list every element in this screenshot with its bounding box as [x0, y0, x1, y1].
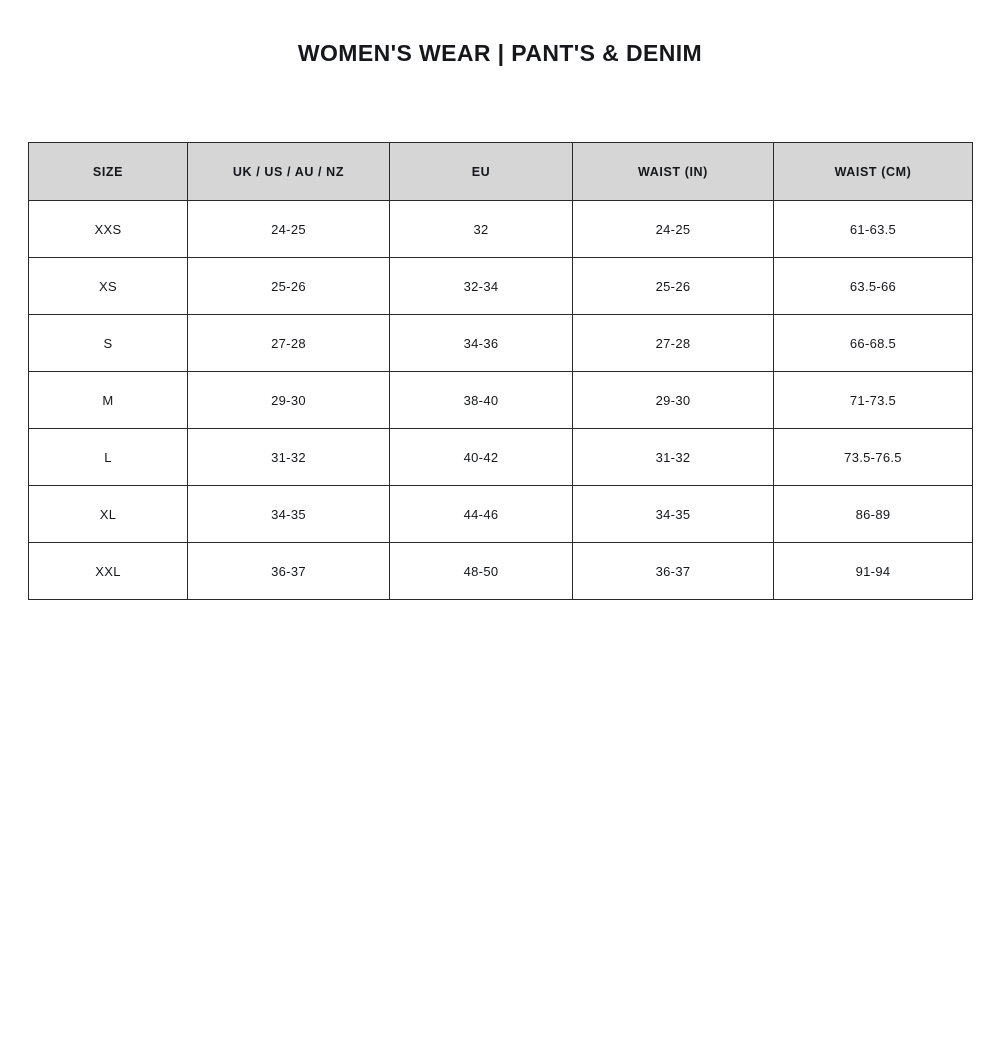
cell-waist-cm: 66-68.5: [774, 315, 973, 372]
cell-eu: 48-50: [390, 543, 573, 600]
cell-size: M: [29, 372, 188, 429]
table-body: [29, 201, 973, 600]
table-row: [29, 543, 973, 600]
cell-uk-us-au-nz: 27-28: [188, 315, 390, 372]
table-row: [29, 486, 973, 543]
cell-waist-cm: 73.5-76.5: [774, 429, 973, 486]
cell-waist-in: 24-25: [573, 201, 774, 258]
cell-size: S: [29, 315, 188, 372]
cell-waist-in: 25-26: [573, 258, 774, 315]
size-chart-table: [28, 142, 973, 600]
cell-eu: 34-36: [390, 315, 573, 372]
cell-size: XS: [29, 258, 188, 315]
cell-uk-us-au-nz: 36-37: [188, 543, 390, 600]
size-chart-page: [0, 40, 1000, 1040]
column-header-size: SIZE: [29, 143, 188, 201]
table-row: [29, 258, 973, 315]
cell-waist-cm: 86-89: [774, 486, 973, 543]
table-header-row: [29, 143, 973, 201]
cell-size: L: [29, 429, 188, 486]
size-chart-table-container: [28, 142, 972, 600]
page-title: WOMEN'S WEAR | PANT'S & DENIM: [297, 40, 703, 66]
cell-waist-in: 34-35: [573, 486, 774, 543]
cell-size: XL: [29, 486, 188, 543]
cell-waist-cm: 91-94: [774, 543, 973, 600]
table-header: [29, 143, 973, 201]
cell-eu: 44-46: [390, 486, 573, 543]
cell-eu: 32: [390, 201, 573, 258]
cell-uk-us-au-nz: 29-30: [188, 372, 390, 429]
column-header-uk-us-au-nz: UK / US / AU / NZ: [188, 143, 390, 201]
column-header-waist-in: WAIST (IN): [573, 143, 774, 201]
column-header-eu: EU: [390, 143, 573, 201]
table-row: [29, 201, 973, 258]
table-row: [29, 429, 973, 486]
column-header-waist-cm: WAIST (CM): [774, 143, 973, 201]
cell-eu: 32-34: [390, 258, 573, 315]
cell-size: XXL: [29, 543, 188, 600]
cell-waist-in: 29-30: [573, 372, 774, 429]
cell-waist-cm: 71-73.5: [774, 372, 973, 429]
cell-uk-us-au-nz: 34-35: [188, 486, 390, 543]
cell-uk-us-au-nz: 24-25: [188, 201, 390, 258]
cell-waist-in: 27-28: [573, 315, 774, 372]
cell-waist-in: 36-37: [573, 543, 774, 600]
cell-waist-cm: 63.5-66: [774, 258, 973, 315]
cell-eu: 40-42: [390, 429, 573, 486]
cell-uk-us-au-nz: 25-26: [188, 258, 390, 315]
cell-uk-us-au-nz: 31-32: [188, 429, 390, 486]
table-row: [29, 315, 973, 372]
table-row: [29, 372, 973, 429]
cell-waist-in: 31-32: [573, 429, 774, 486]
cell-waist-cm: 61-63.5: [774, 201, 973, 258]
cell-size: XXS: [29, 201, 188, 258]
cell-eu: 38-40: [390, 372, 573, 429]
